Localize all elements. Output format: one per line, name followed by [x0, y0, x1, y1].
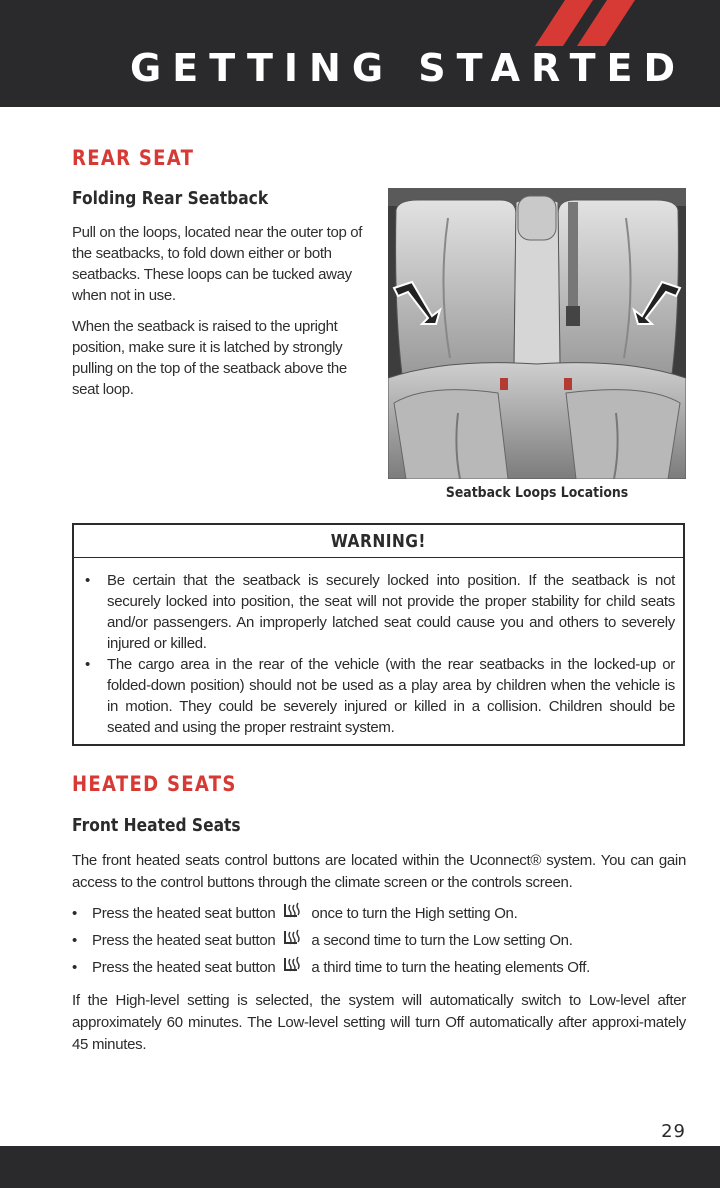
brand-stripes-icon: [535, 0, 645, 46]
heated-outro-paragraph: If the High-level setting is selected, the system will automatically switch to Low-level after approximately 60 minutes. The Low-level setting will turn Off automatically after approxi-mately 45 minutes.: [72, 992, 686, 1053]
heated-seat-icon: [281, 929, 303, 949]
warning-box: [72, 523, 685, 746]
list-item: • Press the heated seat button a third time to turn the heating elements Off.: [72, 956, 590, 979]
page-header: [0, 0, 720, 107]
section-title-heated-seats: HEATED SEATS: [72, 772, 237, 796]
rear-seat-paragraph-1: Pull on the loops, located near the outer top of the seatbacks, to fold down either or both seatbacks. These loops can be tucked away when not in use.: [72, 224, 363, 304]
warning-title: WARNING!: [74, 525, 683, 558]
rear-seat-paragraph-2: When the seatback is raised to the upright position, make sure it is latched by strongly pulling on the top of the seatback above the seat loop.: [72, 318, 347, 398]
heated-seat-icon: [281, 956, 303, 976]
section-title-rear-seat: REAR SEAT: [72, 146, 195, 170]
page-footer: [0, 1146, 720, 1188]
heated-seat-icon: [281, 902, 303, 922]
rear-seat-photo: [388, 188, 686, 479]
subsection-title-folding: Folding Rear Seatback: [72, 188, 269, 209]
list-item: • Press the heated seat button once to turn the High setting On.: [72, 902, 517, 925]
subsection-title-front-heated: Front Heated Seats: [72, 815, 241, 836]
heated-intro-paragraph: The front heated seats control buttons are located within the Uconnect® system. You can gain access to the control buttons through the climate screen or the controls screen.: [72, 852, 686, 891]
chapter-title: GETTING STARTED: [130, 46, 686, 90]
list-item: • Press the heated seat button a second time to turn the Low setting On.: [72, 929, 573, 952]
warning-item: • Be certain that the seatback is securely locked into position. If the seatback is not securely locked into position, the seat will not provide the proper stability for child seats and/or passengers. An improperly latched seat could cause you and others to severely injured or killed.: [85, 572, 675, 652]
warning-item: • The cargo area in the rear of the vehicle (with the rear seatbacks in the locked-up or folded-down position) should not be used as a play area by children when the vehicle is in motion. They could be severely injured or killed in a collision. Children should be seated and using the proper restraint system.: [85, 656, 675, 736]
photo-caption: Seatback Loops Locations: [445, 485, 629, 501]
page-number: 29: [661, 1121, 686, 1142]
